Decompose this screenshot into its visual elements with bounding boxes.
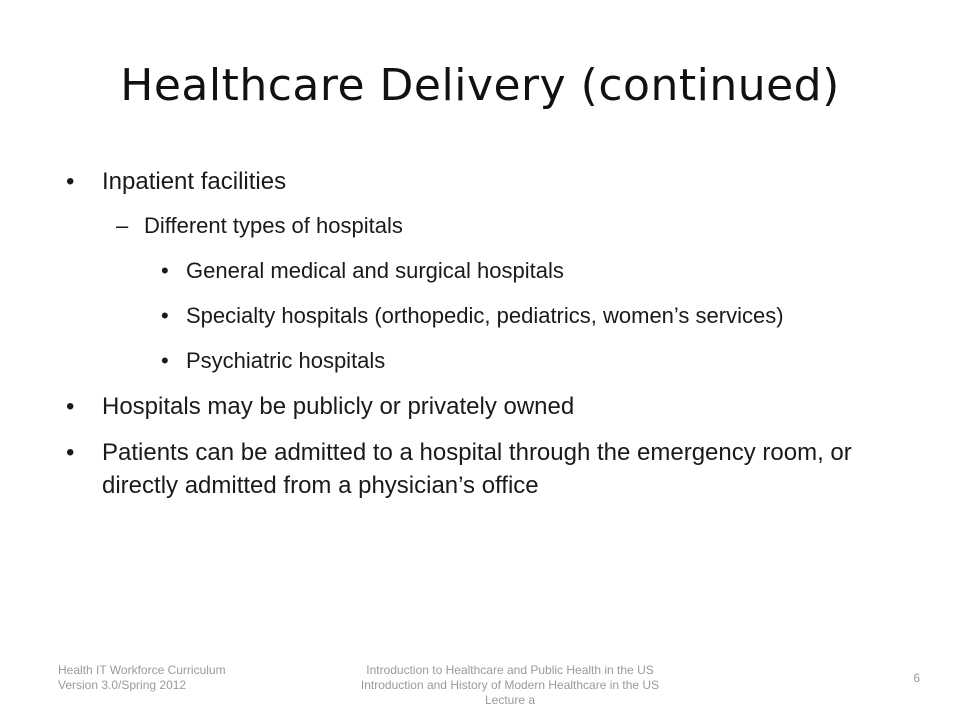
dash-marker: – [116,213,129,238]
footer-curriculum [58,663,298,693]
sub-sub-bullet-item [60,300,910,331]
footer-unit-line: Introduction and History of Modern Healthcare in the US [360,678,660,692]
bullet-item [60,390,910,423]
sub-bullet-item [60,211,910,241]
sub-sub-bullet-item [60,345,910,376]
bullet-item [60,436,910,502]
footer-curriculum-line: Health IT Workforce Curriculum [58,663,226,677]
slide-title: Healthcare Delivery (continued) [120,60,840,111]
bullet-marker: • [66,393,75,420]
bullet-marker: • [161,348,169,373]
sub-bullet-text: Different types of hospitals [144,213,403,238]
page-number: 6 [913,671,920,685]
footer-course [300,663,720,708]
sub-sub-bullet-text: Psychiatric hospitals [186,348,386,373]
sub-sub-bullet-text: General medical and surgical hospitals [186,258,564,283]
sub-sub-bullet-item [60,255,910,286]
bullet-item [60,165,910,198]
footer-lecture-line: Lecture a [484,693,536,707]
bullet-text: Inpatient facilities [102,168,287,195]
bullet-text: Hospitals may be publicly or privately owned [102,393,575,420]
bullet-marker: • [66,439,75,466]
slide-body [60,165,910,515]
bullet-text: Patients can be admitted to a hospital through the emergency room, or directly admitted from a physician’s office [102,439,852,499]
bullet-marker: • [66,168,75,195]
bullet-marker: • [161,258,169,283]
footer-course-line: Introduction to Healthcare and Public Health in the US [366,663,654,677]
sub-sub-bullet-text: Specialty hospitals (orthopedic, pediatrics, women’s services) [186,303,784,328]
footer-version-line: Version 3.0/Spring 2012 [58,678,187,692]
bullet-marker: • [161,303,169,328]
